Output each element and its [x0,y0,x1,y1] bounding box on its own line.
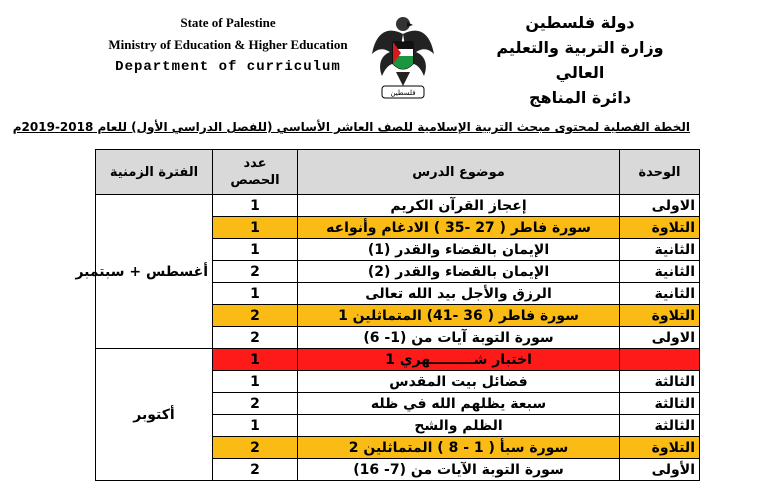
unit-cell: الثالثة [620,371,700,393]
unit-cell: التلاوة [620,217,700,239]
count-cell: 1 [213,217,298,239]
header-count [213,150,298,195]
header-topic: موضوع الدرس [298,150,620,195]
table-row [96,195,700,217]
topic-cell: سورة التوبة الآيات من (7- 16) [298,459,620,481]
english-header-line-3: Department of curriculum [115,59,341,75]
topic-cell: الإيمان بالقضاء والقدر (2) [298,261,620,283]
table-row [96,349,700,371]
topic-cell: سورة التوبة آيات من (1- 6) [298,327,620,349]
arabic-header [470,10,690,110]
english-header-line-2: Ministry of Education & Higher Education [108,37,348,52]
count-cell: 2 [213,261,298,283]
topic-cell: سبعة يظلهم الله في ظله [298,393,620,415]
unit-cell: الثالثة [620,415,700,437]
header-count-line-2: الحصص [230,173,280,188]
topic-cell: سورة فاطر ( 27 -35 ) الادغام وأنواعه [298,217,620,239]
unit-cell: الاولى [620,195,700,217]
header-count-line-1: عدد [243,156,267,171]
topic-cell: فضائل بيت المقدس [298,371,620,393]
topic-cell: إعجاز القرآن الكريم [298,195,620,217]
unit-cell: الاولى [620,327,700,349]
topic-cell: الرزق والأجل بيد الله تعالى [298,283,620,305]
table-body [75,195,700,481]
arabic-header-line-2: وزارة التربية والتعليم العالي [496,38,664,82]
english-header [78,12,378,78]
unit-cell [620,349,700,371]
count-cell: 2 [213,327,298,349]
unit-cell: التلاوة [620,305,700,327]
count-cell: 1 [213,195,298,217]
count-cell: 1 [213,371,298,393]
topic-cell: الظلم والشح [298,415,620,437]
emblem-caption: فلسطين [390,89,416,97]
unit-cell: الثانية [620,261,700,283]
curriculum-plan-table [75,149,700,481]
period-cell: أغسطس + سبتمبر [96,195,213,349]
arabic-header-line-3: دائرة المناهج [528,88,632,107]
english-header-line-1: State of Palestine [180,15,276,30]
count-cell: 2 [213,393,298,415]
count-cell: 1 [213,283,298,305]
header-period: الفترة الزمنية [96,150,213,195]
arabic-header-line-1: دولة فلسطين [525,13,635,32]
count-cell: 2 [213,305,298,327]
count-cell: 2 [213,459,298,481]
count-cell: 2 [213,437,298,459]
topic-cell: سورة فاطر ( 36 -41) المتماثلين 1 [298,305,620,327]
table-header-row [96,150,700,195]
topic-cell: الإيمان بالقضاء والقدر (1) [298,239,620,261]
topic-cell: سورة سبأ ( 1 - 8 ) المتماثلين 2 [298,437,620,459]
unit-cell: الأولى [620,459,700,481]
unit-cell: الثالثة [620,393,700,415]
unit-cell: الثانية [620,283,700,305]
unit-cell: التلاوة [620,437,700,459]
count-cell: 1 [213,239,298,261]
unit-cell: الثانية [620,239,700,261]
header-unit: الوحدة [620,150,700,195]
plan-title: الخطة الفصلية لمحتوى مبحث التربية الإسلامية للصف العاشر الأساسي (للفصل الدراسي الأول) للعام 2018-2019م [12,120,690,134]
topic-cell: اختبار شـــــــــهري 1 [298,349,620,371]
period-cell: أكتوبر [96,349,213,481]
count-cell: 1 [213,349,298,371]
palestine-eagle-emblem [368,4,438,104]
count-cell: 1 [213,415,298,437]
